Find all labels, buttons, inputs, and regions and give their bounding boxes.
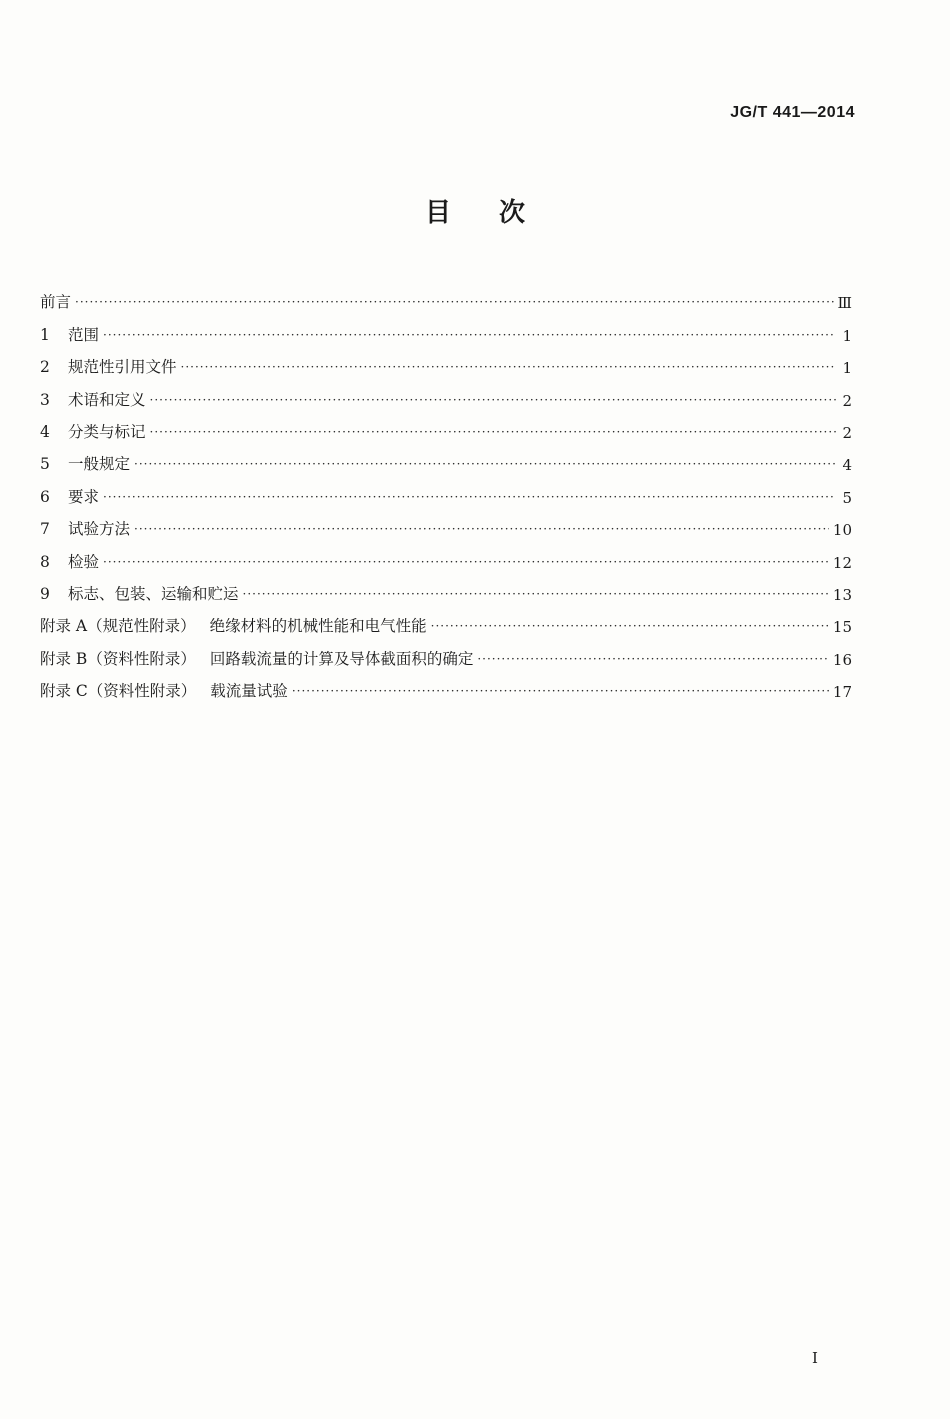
toc-entry-label [40, 647, 473, 669]
toc-entry-label [40, 452, 130, 474]
toc-entry-text: 标志、包装、运输和贮运 [68, 584, 239, 603]
dot-leader [292, 684, 829, 698]
dot-leader [431, 619, 829, 633]
toc-entry-1[interactable] [40, 312, 852, 344]
toc-entry-foreword[interactable] [40, 280, 852, 312]
toc-entry-text: 要求 [68, 487, 100, 506]
toc-entry-text: 规范性引用文件 [68, 358, 177, 377]
dot-leader [75, 295, 834, 309]
toc-entry-text: 检验 [68, 552, 100, 571]
toc-entry-3[interactable] [40, 377, 852, 409]
toc-entry-number: 3 [40, 390, 50, 409]
toc-entry-text: 试验方法 [68, 520, 131, 539]
table-of-contents [40, 280, 852, 701]
toc-entry-page: 2 [842, 423, 852, 442]
toc-entry-5[interactable] [40, 442, 852, 474]
dot-leader [477, 652, 829, 666]
toc-entry-page: Ⅲ [837, 294, 852, 313]
toc-entry-number: 1 [40, 325, 50, 344]
toc-entry-page: 1 [842, 359, 852, 378]
appendix-title: 绝缘材料的机械性能和电气性能 [209, 617, 427, 636]
toc-entry-label [40, 355, 177, 377]
toc-entry-4[interactable] [40, 410, 852, 442]
toc-entry-page: 16 [832, 650, 852, 669]
toc-entry-label: 前言 [40, 293, 72, 312]
toc-entry-number: 4 [40, 422, 50, 441]
toc-entry-page: 17 [832, 683, 852, 702]
toc-entry-9[interactable] [40, 572, 852, 604]
toc-entry-page: 5 [842, 488, 852, 507]
appendix-title: 载流量试验 [210, 682, 288, 701]
toc-entry-number: 8 [40, 552, 50, 571]
toc-entry-8[interactable] [40, 539, 852, 571]
title-char-2: 次 [499, 198, 526, 228]
page-title [0, 192, 950, 229]
dot-leader [103, 328, 836, 342]
toc-entry-label [40, 420, 146, 442]
toc-entry-number: 6 [40, 487, 50, 506]
toc-entry-page: 2 [842, 391, 852, 410]
toc-entry-number: 9 [40, 584, 50, 603]
toc-entry-label [40, 323, 99, 345]
toc-entry-page: 12 [832, 553, 852, 572]
toc-entry-page: 13 [832, 585, 852, 604]
dot-leader [134, 457, 836, 471]
toc-entry-2[interactable] [40, 345, 852, 377]
dot-leader [103, 555, 829, 569]
toc-entry-number: 5 [40, 455, 50, 474]
toc-entry-appendix-a[interactable] [40, 604, 852, 636]
toc-entry-label [40, 485, 99, 507]
dot-leader [243, 587, 829, 601]
toc-entry-label [40, 679, 288, 701]
toc-entry-6[interactable] [40, 474, 852, 506]
dot-leader [103, 490, 836, 504]
appendix-designation: 附录 B（资料性附录） [40, 649, 196, 668]
toc-entry-label [40, 614, 427, 636]
standard-code: JG/T 441—2014 [730, 104, 855, 121]
toc-entry-page: 1 [842, 326, 852, 345]
dot-leader [181, 360, 836, 374]
toc-entry-text: 范围 [68, 325, 100, 344]
toc-entry-text: 一般规定 [68, 455, 131, 474]
toc-entry-number: 7 [40, 520, 50, 539]
toc-entry-label [40, 517, 130, 539]
title-char-1: 目 [424, 198, 451, 228]
dot-leader [150, 425, 836, 439]
toc-entry-number: 2 [40, 358, 50, 377]
appendix-title: 回路载流量的计算及导体截面积的确定 [209, 649, 474, 668]
appendix-designation: 附录 A（规范性附录） [40, 617, 196, 636]
dot-leader [134, 522, 829, 536]
toc-entry-appendix-b[interactable] [40, 636, 852, 668]
toc-entry-label [40, 388, 146, 410]
toc-entry-text: 分类与标记 [68, 422, 146, 441]
toc-entry-label [40, 550, 99, 572]
toc-entry-appendix-c[interactable] [40, 669, 852, 701]
toc-entry-text: 术语和定义 [68, 390, 146, 409]
appendix-designation: 附录 C（资料性附录） [40, 682, 197, 701]
page-number: I [812, 1349, 818, 1367]
toc-entry-page: 10 [832, 521, 852, 540]
toc-entry-7[interactable] [40, 507, 852, 539]
toc-entry-label [40, 582, 239, 604]
toc-entry-page: 4 [842, 456, 852, 475]
toc-entry-page: 15 [832, 618, 852, 637]
dot-leader [150, 393, 836, 407]
